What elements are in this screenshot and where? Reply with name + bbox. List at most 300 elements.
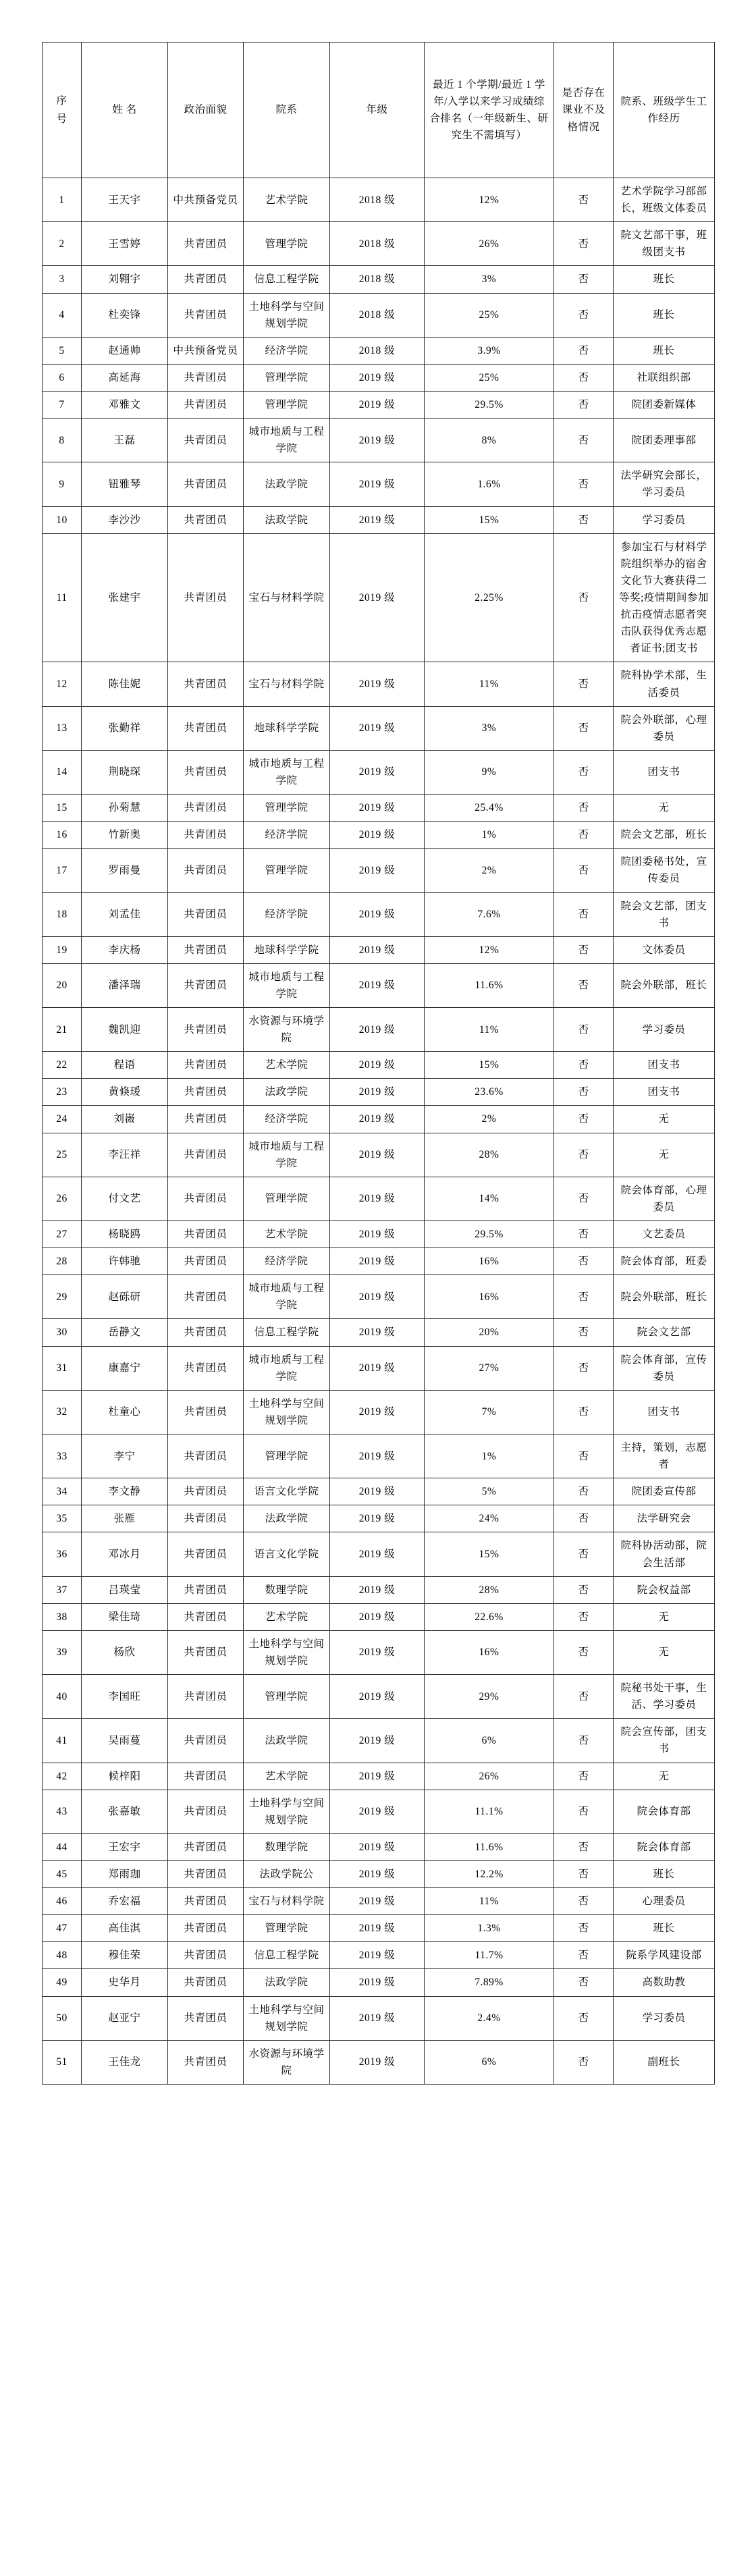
cell-rank: 7% <box>425 1390 554 1434</box>
cell-rank: 9% <box>425 750 554 794</box>
cell-name: 王磊 <box>82 419 168 462</box>
cell-seq: 51 <box>43 2040 82 2084</box>
cell-name: 邓雅文 <box>82 391 168 418</box>
cell-work-experience: 院团委秘书处，宣传委员 <box>614 849 715 892</box>
cell-political-status: 共青团员 <box>168 1052 244 1079</box>
table-row <box>43 892 715 936</box>
cell-seq: 36 <box>43 1532 82 1576</box>
cell-political-status: 共青团员 <box>168 1719 244 1763</box>
cell-department: 信息工程学院 <box>244 1319 330 1346</box>
cell-name: 李庆杨 <box>82 936 168 963</box>
table-row <box>43 936 715 963</box>
cell-department: 宝石与材料学院 <box>244 1888 330 1915</box>
cell-rank: 25% <box>425 364 554 391</box>
cell-grade: 2019 级 <box>330 391 425 418</box>
cell-seq: 47 <box>43 1915 82 1942</box>
cell-department: 土地科学与空间规划学院 <box>244 1790 330 1833</box>
cell-work-experience: 无 <box>614 1603 715 1630</box>
cell-department: 城市地质与工程学院 <box>244 1133 330 1177</box>
cell-name: 张勤祥 <box>82 706 168 750</box>
column-header-seq <box>43 43 82 178</box>
cell-seq: 40 <box>43 1675 82 1719</box>
cell-grade: 2019 级 <box>330 963 425 1007</box>
cell-work-experience: 无 <box>614 1133 715 1177</box>
cell-work-experience: 法学研究会 <box>614 1505 715 1532</box>
cell-failing: 否 <box>554 1790 614 1833</box>
cell-political-status: 共青团员 <box>168 936 244 963</box>
cell-department: 管理学院 <box>244 1434 330 1478</box>
cell-rank: 6% <box>425 1719 554 1763</box>
cell-seq: 17 <box>43 849 82 892</box>
cell-political-status: 共青团员 <box>168 1008 244 1052</box>
table-row <box>43 1008 715 1052</box>
cell-department: 法政学院公 <box>244 1860 330 1887</box>
table-row <box>43 1106 715 1133</box>
cell-failing: 否 <box>554 1603 614 1630</box>
cell-failing: 否 <box>554 1275 614 1319</box>
cell-seq: 33 <box>43 1434 82 1478</box>
cell-name: 吕瑛莹 <box>82 1576 168 1603</box>
cell-name: 杨晓鸥 <box>82 1221 168 1248</box>
cell-seq: 35 <box>43 1505 82 1532</box>
cell-seq: 9 <box>43 462 82 506</box>
cell-failing: 否 <box>554 1390 614 1434</box>
cell-rank: 12% <box>425 936 554 963</box>
cell-work-experience: 院团委宣传部 <box>614 1478 715 1505</box>
cell-rank: 28% <box>425 1133 554 1177</box>
cell-work-experience: 班长 <box>614 1860 715 1887</box>
cell-department: 法政学院 <box>244 1079 330 1106</box>
cell-rank: 16% <box>425 1248 554 1275</box>
cell-rank: 15% <box>425 1532 554 1576</box>
cell-name: 史华月 <box>82 1969 168 1996</box>
cell-failing: 否 <box>554 662 614 706</box>
cell-rank: 11.7% <box>425 1942 554 1969</box>
cell-failing: 否 <box>554 1505 614 1532</box>
cell-work-experience: 艺术学院学习部部长，班级文体委员 <box>614 178 715 222</box>
table-row <box>43 963 715 1007</box>
cell-seq: 5 <box>43 337 82 364</box>
cell-work-experience: 心理委员 <box>614 1888 715 1915</box>
cell-rank: 7.89% <box>425 1969 554 1996</box>
cell-name: 荆晓琛 <box>82 750 168 794</box>
cell-rank: 25.4% <box>425 795 554 822</box>
cell-seq: 27 <box>43 1221 82 1248</box>
cell-name: 高延海 <box>82 364 168 391</box>
cell-failing: 否 <box>554 1763 614 1790</box>
cell-failing: 否 <box>554 1221 614 1248</box>
cell-work-experience: 团支书 <box>614 1052 715 1079</box>
cell-work-experience: 院文艺部干事，班级团支书 <box>614 222 715 266</box>
cell-political-status: 共青团员 <box>168 293 244 337</box>
cell-name: 刘孟佳 <box>82 892 168 936</box>
cell-work-experience: 副班长 <box>614 2040 715 2084</box>
table-row <box>43 178 715 222</box>
cell-rank: 20% <box>425 1319 554 1346</box>
cell-failing: 否 <box>554 706 614 750</box>
cell-rank: 11.6% <box>425 963 554 1007</box>
cell-seq: 8 <box>43 419 82 462</box>
cell-seq: 34 <box>43 1478 82 1505</box>
cell-failing: 否 <box>554 1576 614 1603</box>
cell-grade: 2019 级 <box>330 364 425 391</box>
cell-failing: 否 <box>554 1177 614 1220</box>
cell-seq: 31 <box>43 1346 82 1390</box>
cell-work-experience: 院会外联部，班长 <box>614 1275 715 1319</box>
cell-work-experience: 院会外联部，班长 <box>614 963 715 1007</box>
table-row <box>43 1915 715 1942</box>
cell-political-status: 共青团员 <box>168 662 244 706</box>
cell-political-status: 共青团员 <box>168 1133 244 1177</box>
table-row <box>43 1675 715 1719</box>
cell-seq: 29 <box>43 1275 82 1319</box>
cell-rank: 2% <box>425 1106 554 1133</box>
cell-department: 管理学院 <box>244 1177 330 1220</box>
cell-grade: 2019 级 <box>330 1505 425 1532</box>
cell-name: 李沙沙 <box>82 506 168 533</box>
cell-political-status: 共青团员 <box>168 364 244 391</box>
cell-work-experience: 院会体育部，班委 <box>614 1248 715 1275</box>
cell-political-status: 共青团员 <box>168 462 244 506</box>
cell-work-experience: 学习委员 <box>614 1996 715 2040</box>
cell-seq: 48 <box>43 1942 82 1969</box>
cell-seq: 21 <box>43 1008 82 1052</box>
cell-work-experience: 院团委理事部 <box>614 419 715 462</box>
cell-rank: 24% <box>425 1505 554 1532</box>
cell-political-status: 共青团员 <box>168 849 244 892</box>
cell-name: 刘翱宇 <box>82 266 168 293</box>
cell-political-status: 共青团员 <box>168 1790 244 1833</box>
cell-grade: 2019 级 <box>330 706 425 750</box>
cell-grade: 2019 级 <box>330 892 425 936</box>
cell-name: 邓冰月 <box>82 1532 168 1576</box>
cell-grade: 2019 级 <box>330 1860 425 1887</box>
cell-department: 城市地质与工程学院 <box>244 750 330 794</box>
cell-grade: 2019 级 <box>330 1221 425 1248</box>
cell-name: 付文艺 <box>82 1177 168 1220</box>
cell-seq: 22 <box>43 1052 82 1079</box>
cell-name: 杨欣 <box>82 1630 168 1674</box>
cell-grade: 2019 级 <box>330 1434 425 1478</box>
table-row <box>43 1763 715 1790</box>
cell-grade: 2019 级 <box>330 1133 425 1177</box>
cell-political-status: 共青团员 <box>168 1532 244 1576</box>
cell-political-status: 共青团员 <box>168 1576 244 1603</box>
cell-grade: 2019 级 <box>330 1008 425 1052</box>
cell-name: 魏凯迎 <box>82 1008 168 1052</box>
cell-name: 王天宇 <box>82 178 168 222</box>
table-row <box>43 293 715 337</box>
cell-seq: 4 <box>43 293 82 337</box>
cell-political-status: 共青团员 <box>168 1221 244 1248</box>
cell-rank: 26% <box>425 222 554 266</box>
cell-department: 艺术学院 <box>244 1603 330 1630</box>
cell-failing: 否 <box>554 419 614 462</box>
cell-seq: 16 <box>43 822 82 849</box>
cell-political-status: 共青团员 <box>168 1079 244 1106</box>
table-row <box>43 1079 715 1106</box>
cell-name: 高佳淇 <box>82 1915 168 1942</box>
column-header-name: 姓 名 <box>82 43 168 178</box>
cell-work-experience: 团支书 <box>614 750 715 794</box>
cell-rank: 23.6% <box>425 1079 554 1106</box>
cell-seq: 15 <box>43 795 82 822</box>
cell-grade: 2019 级 <box>330 1079 425 1106</box>
cell-failing: 否 <box>554 1969 614 1996</box>
cell-grade: 2019 级 <box>330 1603 425 1630</box>
cell-failing: 否 <box>554 293 614 337</box>
cell-seq: 19 <box>43 936 82 963</box>
cell-failing: 否 <box>554 533 614 662</box>
cell-rank: 27% <box>425 1346 554 1390</box>
cell-grade: 2019 级 <box>330 1888 425 1915</box>
table-header-row <box>43 43 715 178</box>
cell-seq: 28 <box>43 1248 82 1275</box>
table-header <box>43 43 715 178</box>
cell-failing: 否 <box>554 1478 614 1505</box>
cell-grade: 2018 级 <box>330 222 425 266</box>
cell-political-status: 共青团员 <box>168 706 244 750</box>
cell-political-status: 共青团员 <box>168 1390 244 1434</box>
cell-department: 土地科学与空间规划学院 <box>244 1630 330 1674</box>
column-header-work-experience: 院系、班级学生工作经历 <box>614 43 715 178</box>
cell-name: 康嘉宁 <box>82 1346 168 1390</box>
cell-rank: 2.4% <box>425 1996 554 2040</box>
cell-rank: 2% <box>425 849 554 892</box>
table-row <box>43 1833 715 1860</box>
table-row <box>43 1505 715 1532</box>
cell-rank: 29% <box>425 1675 554 1719</box>
cell-department: 城市地质与工程学院 <box>244 1275 330 1319</box>
table-row <box>43 337 715 364</box>
table-row <box>43 1860 715 1887</box>
cell-seq: 23 <box>43 1079 82 1106</box>
cell-grade: 2019 级 <box>330 1719 425 1763</box>
cell-seq: 49 <box>43 1969 82 1996</box>
table-row <box>43 419 715 462</box>
cell-name: 张嘉敏 <box>82 1790 168 1833</box>
cell-department: 地球科学学院 <box>244 936 330 963</box>
cell-work-experience: 无 <box>614 795 715 822</box>
cell-seq: 13 <box>43 706 82 750</box>
table-row <box>43 1888 715 1915</box>
cell-failing: 否 <box>554 1532 614 1576</box>
cell-political-status: 共青团员 <box>168 822 244 849</box>
cell-seq: 45 <box>43 1860 82 1887</box>
table-row <box>43 533 715 662</box>
cell-failing: 否 <box>554 1346 614 1390</box>
cell-grade: 2018 级 <box>330 337 425 364</box>
cell-grade: 2019 级 <box>330 1275 425 1319</box>
cell-name: 罗雨曼 <box>82 849 168 892</box>
cell-department: 地球科学学院 <box>244 706 330 750</box>
cell-seq: 20 <box>43 963 82 1007</box>
cell-work-experience: 团支书 <box>614 1079 715 1106</box>
cell-grade: 2019 级 <box>330 1532 425 1576</box>
cell-name: 竹新奥 <box>82 822 168 849</box>
cell-political-status: 共青团员 <box>168 1275 244 1319</box>
table-row <box>43 1346 715 1390</box>
cell-department: 法政学院 <box>244 1505 330 1532</box>
cell-department: 经济学院 <box>244 892 330 936</box>
cell-grade: 2019 级 <box>330 506 425 533</box>
table-row <box>43 1248 715 1275</box>
cell-rank: 2.25% <box>425 533 554 662</box>
table-row <box>43 2040 715 2084</box>
cell-grade: 2019 级 <box>330 419 425 462</box>
cell-name: 郑雨珈 <box>82 1860 168 1887</box>
cell-work-experience: 院科协学术部，生活委员 <box>614 662 715 706</box>
cell-work-experience: 主持，策划，志愿者 <box>614 1434 715 1478</box>
cell-grade: 2019 级 <box>330 2040 425 2084</box>
cell-seq: 11 <box>43 533 82 662</box>
table-row <box>43 1969 715 1996</box>
cell-name: 李国旺 <box>82 1675 168 1719</box>
cell-rank: 11% <box>425 1888 554 1915</box>
cell-name: 赵砾研 <box>82 1275 168 1319</box>
cell-work-experience: 无 <box>614 1630 715 1674</box>
cell-name: 李宁 <box>82 1434 168 1478</box>
cell-name: 杜奕锋 <box>82 293 168 337</box>
cell-rank: 1.3% <box>425 1915 554 1942</box>
cell-department: 水资源与环境学院 <box>244 2040 330 2084</box>
cell-rank: 25% <box>425 293 554 337</box>
cell-department: 经济学院 <box>244 1248 330 1275</box>
cell-political-status: 共青团员 <box>168 1106 244 1133</box>
cell-work-experience: 文艺委员 <box>614 1221 715 1248</box>
cell-seq: 39 <box>43 1630 82 1674</box>
cell-department: 宝石与材料学院 <box>244 662 330 706</box>
cell-department: 土地科学与空间规划学院 <box>244 1996 330 2040</box>
cell-political-status: 中共预备党员 <box>168 178 244 222</box>
cell-rank: 29.5% <box>425 1221 554 1248</box>
table-row <box>43 1603 715 1630</box>
table-row <box>43 1221 715 1248</box>
cell-department: 艺术学院 <box>244 178 330 222</box>
cell-work-experience: 学习委员 <box>614 1008 715 1052</box>
cell-grade: 2019 级 <box>330 1346 425 1390</box>
cell-department: 法政学院 <box>244 1969 330 1996</box>
cell-rank: 3% <box>425 266 554 293</box>
cell-political-status: 共青团员 <box>168 963 244 1007</box>
cell-failing: 否 <box>554 963 614 1007</box>
cell-rank: 1% <box>425 1434 554 1478</box>
table-row <box>43 364 715 391</box>
cell-rank: 11.6% <box>425 1833 554 1860</box>
cell-political-status: 共青团员 <box>168 1478 244 1505</box>
cell-work-experience: 法学研究会部长，学习委员 <box>614 462 715 506</box>
cell-seq: 30 <box>43 1319 82 1346</box>
cell-political-status: 共青团员 <box>168 1888 244 1915</box>
cell-work-experience: 班长 <box>614 1915 715 1942</box>
cell-work-experience: 院会文艺部，班长 <box>614 822 715 849</box>
cell-grade: 2019 级 <box>330 1763 425 1790</box>
cell-failing: 否 <box>554 1434 614 1478</box>
cell-political-status: 共青团员 <box>168 1833 244 1860</box>
cell-political-status: 共青团员 <box>168 1319 244 1346</box>
cell-seq: 18 <box>43 892 82 936</box>
cell-name: 王雪婷 <box>82 222 168 266</box>
student-roster-table <box>42 42 715 2085</box>
cell-name: 刘嶶 <box>82 1106 168 1133</box>
cell-department: 管理学院 <box>244 1675 330 1719</box>
cell-grade: 2019 级 <box>330 1052 425 1079</box>
table-row <box>43 706 715 750</box>
cell-failing: 否 <box>554 2040 614 2084</box>
cell-name: 许韩驰 <box>82 1248 168 1275</box>
cell-department: 土地科学与空间规划学院 <box>244 1390 330 1434</box>
cell-grade: 2019 级 <box>330 1319 425 1346</box>
cell-failing: 否 <box>554 266 614 293</box>
cell-name: 黄倏瑗 <box>82 1079 168 1106</box>
cell-failing: 否 <box>554 222 614 266</box>
cell-work-experience: 院秘书处干事，生活、学习委员 <box>614 1675 715 1719</box>
table-row <box>43 1434 715 1478</box>
table-row <box>43 849 715 892</box>
cell-name: 穆佳荣 <box>82 1942 168 1969</box>
cell-name: 王佳龙 <box>82 2040 168 2084</box>
cell-political-status: 共青团员 <box>168 419 244 462</box>
table-row <box>43 1319 715 1346</box>
column-header-failing: 是否存在课业不及格情况 <box>554 43 614 178</box>
cell-work-experience: 无 <box>614 1106 715 1133</box>
cell-department: 语言文化学院 <box>244 1478 330 1505</box>
cell-rank: 7.6% <box>425 892 554 936</box>
table-row <box>43 1478 715 1505</box>
cell-failing: 否 <box>554 462 614 506</box>
cell-department: 法政学院 <box>244 1719 330 1763</box>
cell-political-status: 中共预备党员 <box>168 337 244 364</box>
column-header-seq-char-2: 号 <box>56 113 68 125</box>
cell-work-experience: 院系学风建设部 <box>614 1942 715 1969</box>
cell-grade: 2019 级 <box>330 750 425 794</box>
cell-department: 信息工程学院 <box>244 1942 330 1969</box>
table-row <box>43 795 715 822</box>
cell-department: 土地科学与空间规划学院 <box>244 293 330 337</box>
cell-political-status: 共青团员 <box>168 506 244 533</box>
cell-seq: 43 <box>43 1790 82 1833</box>
cell-name: 梁佳琦 <box>82 1603 168 1630</box>
cell-department: 管理学院 <box>244 849 330 892</box>
cell-seq: 37 <box>43 1576 82 1603</box>
cell-work-experience: 院团委新媒体 <box>614 391 715 418</box>
cell-seq: 7 <box>43 391 82 418</box>
cell-failing: 否 <box>554 1319 614 1346</box>
cell-failing: 否 <box>554 795 614 822</box>
table-row <box>43 1790 715 1833</box>
cell-grade: 2019 级 <box>330 822 425 849</box>
cell-name: 候梓阳 <box>82 1763 168 1790</box>
cell-political-status: 共青团员 <box>168 892 244 936</box>
cell-grade: 2019 级 <box>330 1106 425 1133</box>
cell-work-experience: 院会文艺部，团支书 <box>614 892 715 936</box>
cell-rank: 11% <box>425 1008 554 1052</box>
cell-department: 城市地质与工程学院 <box>244 1346 330 1390</box>
cell-failing: 否 <box>554 1719 614 1763</box>
table-row <box>43 1630 715 1674</box>
cell-political-status: 共青团员 <box>168 1675 244 1719</box>
cell-failing: 否 <box>554 1860 614 1887</box>
cell-seq: 26 <box>43 1177 82 1220</box>
cell-name: 赵亚宁 <box>82 1996 168 2040</box>
cell-department: 艺术学院 <box>244 1763 330 1790</box>
table-body <box>43 178 715 2085</box>
cell-department: 城市地质与工程学院 <box>244 419 330 462</box>
cell-rank: 11% <box>425 662 554 706</box>
cell-failing: 否 <box>554 936 614 963</box>
cell-work-experience: 院会外联部，心理委员 <box>614 706 715 750</box>
cell-failing: 否 <box>554 1133 614 1177</box>
